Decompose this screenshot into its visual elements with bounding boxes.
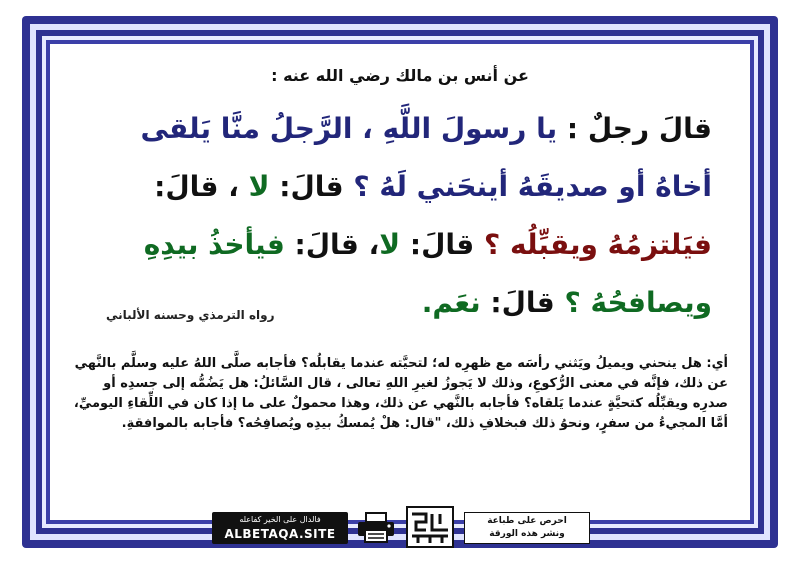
hadith-segment: فيَلتزمُهُ ويقبِّلُه ؟ — [474, 228, 712, 261]
card-content — [50, 44, 750, 541]
hadith-segment: قالَ: — [154, 170, 219, 203]
hadith-segment: لا — [379, 228, 401, 261]
hadith-segment: قالَ: — [269, 170, 344, 203]
hadith-segment: أخاهُ أو صديقَهُ أينحَني لَهُ ؟ — [343, 170, 712, 203]
hadith-line-3 — [92, 216, 712, 274]
hadith-segment: نعَم. — [421, 286, 481, 319]
hadith-source: رواه الترمذي وحسنه الألباني — [106, 308, 275, 322]
hadith-segment: ، — [218, 170, 249, 203]
hadith-segment: لا — [248, 170, 270, 203]
hadith-segment: قالَ: — [400, 228, 475, 261]
printer-icon — [356, 512, 396, 544]
site-link[interactable]: ALBETAQA.SITE — [224, 527, 336, 541]
cta-line-1: احرص على طباعة — [487, 516, 567, 526]
hadith-segment: ، قالَ: — [284, 228, 380, 261]
hadith-segment: ويصافحُهُ ؟ — [554, 286, 712, 319]
hadith-segment: قالَ: — [480, 286, 555, 319]
footer — [50, 504, 750, 544]
narrator-line: عن أنس بن مالك رضي الله عنه : — [271, 66, 529, 85]
hadith-segment: قالَ رجلٌ : — [557, 112, 712, 145]
print-cta-box — [464, 512, 590, 544]
hadith-line-4 — [92, 274, 712, 332]
site-tagline: فالدال على الخير كفاعله — [239, 515, 321, 524]
hadith-text — [92, 100, 712, 332]
albetaqa-logo — [406, 506, 454, 548]
hadith-line-1 — [92, 100, 712, 158]
explanation-text: أي: هل ينحني ويميلُ ويَثني رأسَه مع ظهرِه له؛ لتحيَّته عندما يقابلُه؟ فأجابه صلَّى اللهُ عليه وسلَّم بالنَّهي عن ذلك، فإنَّه في معنى الرُّكوعِ، وذلك لا يَجوزُ لغيرِ اللهِ تعالى ، قال السَّائلُ: هل يَضُمُّه إلى جسدِه أو صدرِه ويقبِّلُه كتحيَّةٍ عندما يَلقاه؟ فأجابه بالنَّهي عن ذلك، وهذا محمولٌ على ما إذا كان في اللِّقاءِ اليوميِّ، أمَّا المجيءُ من سفرٍ، ونحوُ ذلك فبخلافِ ذلك، "قال: هلْ يُمسكُ بيدِه ويُصافِحُه؟ فأجابه بالموافقةِ. — [73, 356, 728, 431]
site-box[interactable] — [212, 512, 348, 544]
cta-line-2: ونشر هذه الورقة — [489, 529, 565, 539]
hadith-segment: فيأخذُ بيدِهِ — [143, 228, 285, 261]
hadith-line-2 — [92, 158, 712, 216]
hadith-segment: يا رسولَ اللَّهِ ، الرَّجلُ منَّا يَلقى — [140, 112, 558, 145]
